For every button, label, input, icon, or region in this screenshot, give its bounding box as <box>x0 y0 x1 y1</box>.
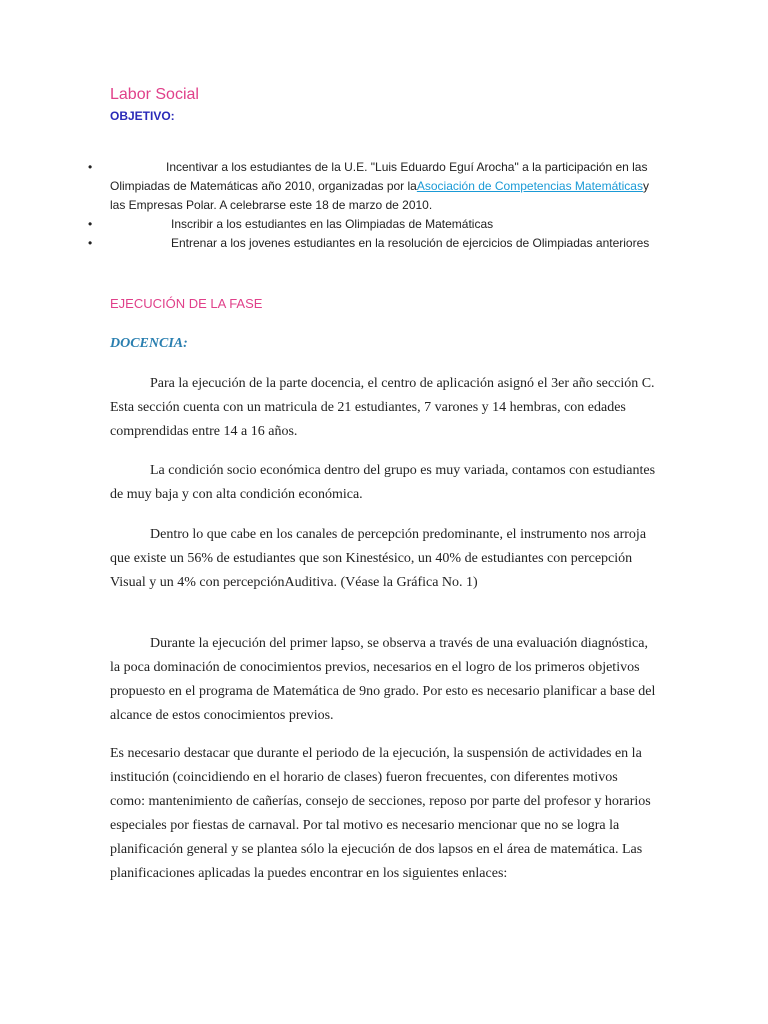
objetivo-label: OBJETIVO: <box>110 109 175 123</box>
bullet-text: Incentivar a los estudiantes de la U.E. "Luis Eduardo Eguí Arocha" a la participación en las Olimpiadas de Matemáticas año 2010, organizadas por la <box>110 160 648 193</box>
bullet-icon: • <box>88 236 93 250</box>
paragraph: Es necesario destacar que durante el periodo de la ejecución, la suspensión de actividades en la institución (coincidiendo en el horario de clases) fueron frecuentes, con diferentes motivos como: mantenimiento de cañerías, consejo de secciones, reposo por parte del profesor y horarios especiales por fiestas de carnaval. Por tal motivo es necesario mencionar que no se logra la planificación general y se plantea sólo la ejecución de dos lapsos en el área de matemática. Las planificaciones aplicadas la puedes encontrar en los siguientes enlaces: <box>110 746 651 881</box>
bullet-text: y las Empresas Polar. A celebrarse este 18 de marzo de 2010. <box>110 179 649 212</box>
bullet-text: Inscribir a los estudiantes en las Olimpiadas de Matemáticas <box>171 217 494 231</box>
asociacion-link[interactable]: Asociación de Competencias Matemáticas <box>416 179 643 193</box>
section-heading: EJECUCIÓN DE LA FASE <box>110 296 263 311</box>
paragraph: La condición socio económica dentro del grupo es muy variada, contamos con estudiantes de muy baja y con alta condición económica. <box>110 463 656 502</box>
objectives-list <box>0 158 768 253</box>
paragraph: Para la ejecución de la parte docencia, el centro de aplicación asignó el 3er año sección C. Esta sección cuenta con un matricula de 21 estudiantes, 7 varones y 14 hembras, con edades comprendidas entre 14 a 16 años. <box>110 376 655 439</box>
bullet-icon: • <box>88 160 93 174</box>
list-item <box>0 158 655 215</box>
list-item <box>0 234 655 253</box>
paragraph: Durante la ejecución del primer lapso, se observa a través de una evaluación diagnóstica, la poca dominación de conocimientos previos, necesarios en el logro de los primeros objetivos propuesto en el programa de Matemática de 9no grado. Por esto es necesario planificar a base del alcance de estos conocimientos previos. <box>110 636 656 723</box>
bullet-icon: • <box>88 217 93 231</box>
paragraph: Dentro lo que cabe en los canales de percepción predominante, el instrumento nos arroja que existe un 56% de estudiantes que son Kinestésico, un 40% de estudiantes con percepción Visual y un 4% con percepciónAuditiva. (Véase la Gráfica No. 1) <box>110 527 647 590</box>
document-title: Labor Social <box>110 86 199 103</box>
bullet-text: Entrenar a los jovenes estudiantes en la resolución de ejercicios de Olimpiadas anteriores <box>171 236 650 250</box>
list-item <box>0 215 655 234</box>
subsection-heading: DOCENCIA: <box>110 336 188 351</box>
